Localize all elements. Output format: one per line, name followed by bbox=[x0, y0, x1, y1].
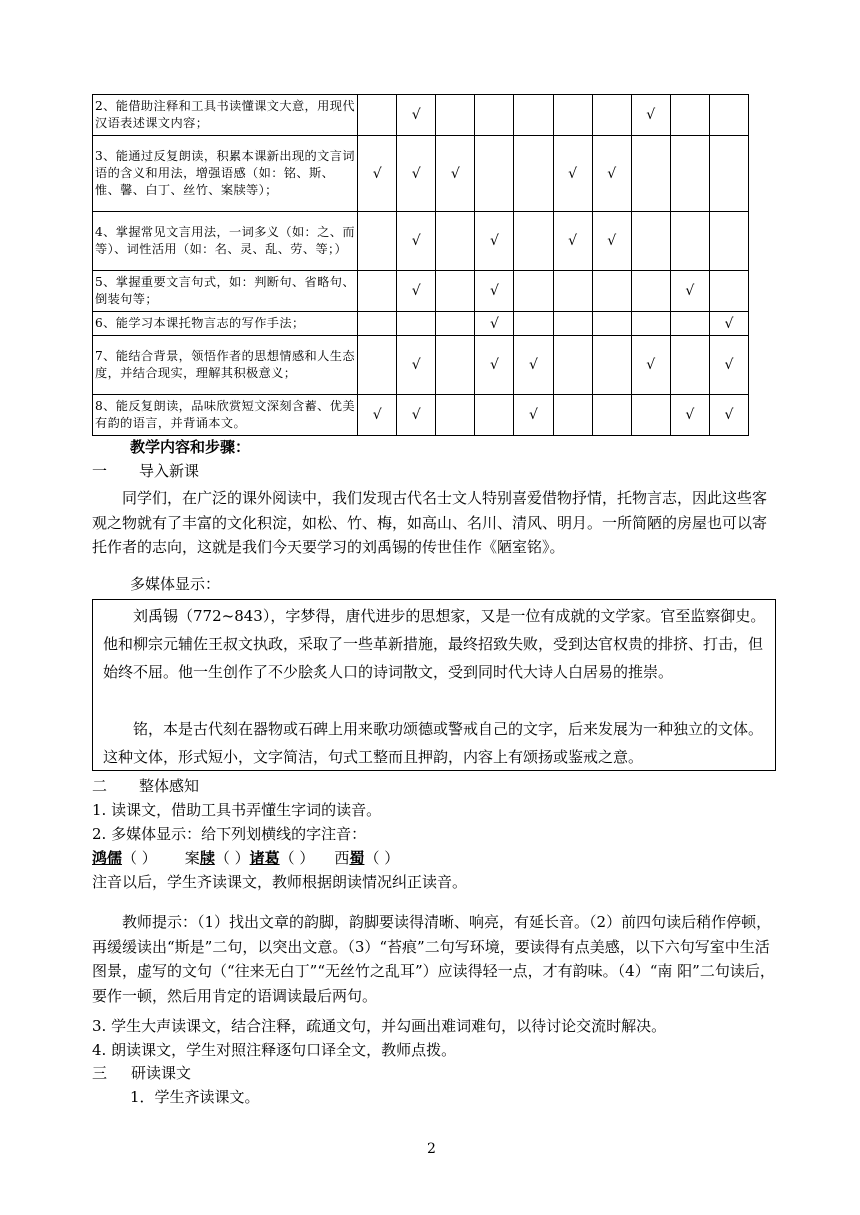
check-cell bbox=[475, 312, 514, 336]
objective-text: 8、能反复朗读，品味欣赏短文深刻含蓄、优美有韵的语言，并背诵本文。 bbox=[93, 395, 358, 436]
check-mark: √ bbox=[646, 107, 656, 123]
check-cell bbox=[436, 312, 475, 336]
check-cell bbox=[631, 95, 670, 136]
blank-4: （ ） bbox=[364, 849, 400, 867]
check-cell bbox=[709, 95, 748, 136]
objective-row bbox=[93, 95, 749, 136]
objectives-table bbox=[92, 94, 749, 436]
check-mark: √ bbox=[411, 283, 421, 299]
check-cell bbox=[670, 136, 709, 212]
check-cell bbox=[631, 312, 670, 336]
item-3: 3. 学生大声读课文，结合注释，疏通文句，并勾画出难词难句，以待讨论交流时解决。 bbox=[92, 1017, 667, 1035]
objective-text: 5、掌握重要文言句式，如：判断句、省略句、倒装句等； bbox=[93, 271, 358, 312]
check-cell bbox=[514, 312, 553, 336]
check-cell bbox=[709, 212, 748, 271]
check-cell bbox=[670, 212, 709, 271]
word-an: 案 bbox=[184, 849, 200, 867]
word-shu: 蜀 bbox=[349, 849, 365, 867]
check-cell bbox=[553, 312, 592, 336]
check-cell bbox=[592, 136, 631, 212]
check-mark: √ bbox=[411, 357, 421, 373]
check-mark: √ bbox=[372, 165, 382, 182]
check-cell bbox=[436, 271, 475, 312]
author-bio: 刘禹锡（772~843），字梦得，唐代进步的思想家，又是一位有成就的文学家。官至监察御史。他和柳宗元辅佐王叔文执政，采取了一些革新措施，最终招致失败，受到达官权贵的排挤、打击，但始终不屈。他一生创作了不少脍炙人口的诗词散文，受到同时代大诗人白居易的推崇。 bbox=[103, 607, 766, 681]
check-mark: √ bbox=[724, 357, 734, 373]
check-mark: √ bbox=[529, 357, 538, 373]
check-cell bbox=[397, 336, 436, 395]
phonetic-line bbox=[92, 847, 399, 868]
check-cell bbox=[709, 271, 748, 312]
section-3-number: 三 bbox=[92, 1064, 108, 1082]
check-mark: √ bbox=[411, 233, 421, 249]
section-2-number: 二 bbox=[92, 777, 108, 795]
item-4: 4. 朗读课文，学生对照注释逐句口译全文，教师点拨。 bbox=[92, 1041, 457, 1059]
teacher-tip: 教师提示：（1）找出文章的韵脚，韵脚要读得清晰、响亮，有延长音。（2）前四句读后稍作停顿，再缓缓读出“斯是”二句，以突出文意。（3）“苔痕”二句写环境，要读得有点美感，以下六句写室中生活图景，虚写的文句（“往来无白丁”“无丝竹之乱耳”）应读得轻一点，才有韵味。（4）“南 阳”二句读后，要作一顿，然后用肯定的语调读最后两句。 bbox=[92, 913, 775, 1005]
check-cell bbox=[436, 395, 475, 436]
check-cell bbox=[631, 395, 670, 436]
check-cell bbox=[592, 336, 631, 395]
word-du: 牍 bbox=[199, 849, 215, 867]
check-mark: √ bbox=[450, 165, 460, 182]
check-cell bbox=[553, 271, 592, 312]
check-cell bbox=[397, 136, 436, 212]
check-cell bbox=[670, 312, 709, 336]
check-cell bbox=[709, 136, 748, 212]
blank-2: （ ） bbox=[214, 849, 250, 867]
check-cell bbox=[358, 271, 397, 312]
check-cell bbox=[475, 271, 514, 312]
check-mark: √ bbox=[646, 357, 656, 373]
check-cell bbox=[709, 336, 748, 395]
media-box bbox=[92, 599, 776, 771]
check-cell bbox=[514, 271, 553, 312]
objective-row bbox=[93, 336, 749, 395]
check-cell bbox=[475, 395, 514, 436]
section-3-heading bbox=[92, 1062, 191, 1083]
item-1: 1. 读课文，借助工具书弄懂生字词的读音。 bbox=[92, 801, 382, 819]
check-mark: √ bbox=[411, 165, 421, 182]
check-cell bbox=[358, 212, 397, 271]
objective-row bbox=[93, 395, 749, 436]
check-cell bbox=[436, 95, 475, 136]
check-mark: √ bbox=[411, 407, 421, 423]
check-mark: √ bbox=[489, 357, 499, 373]
check-cell bbox=[397, 212, 436, 271]
check-mark: √ bbox=[411, 107, 421, 123]
check-cell bbox=[553, 95, 592, 136]
check-cell bbox=[553, 212, 592, 271]
check-mark: √ bbox=[489, 315, 499, 332]
check-cell bbox=[670, 395, 709, 436]
check-cell bbox=[631, 271, 670, 312]
check-mark: √ bbox=[685, 283, 695, 299]
steps-heading: 教学内容和步骤： bbox=[130, 438, 251, 456]
objective-text: 4、掌握常见文言用法，一词多义（如：之、而等）、词性活用（如：名、灵、乱、劳、等；） bbox=[93, 212, 358, 271]
check-mark: √ bbox=[607, 233, 617, 249]
check-cell bbox=[358, 312, 397, 336]
check-cell bbox=[475, 336, 514, 395]
check-cell bbox=[553, 136, 592, 212]
check-cell bbox=[358, 336, 397, 395]
check-cell bbox=[514, 95, 553, 136]
check-cell bbox=[592, 212, 631, 271]
intro-paragraph: 同学们，在广泛的课外阅读中，我们发现古代名士文人特别喜爱借物抒情，托物言志，因此这些客观之物就有了丰富的文化积淀，如松、竹、梅，如高山、名川、清风、明月。一所简陋的房屋也可以寄托作者的志向，这就是我们今天要学习的刘禹锡的传世佳作《陋室铭》。 bbox=[92, 489, 768, 556]
check-cell bbox=[397, 395, 436, 436]
check-cell bbox=[592, 95, 631, 136]
blank-3: （ ） bbox=[279, 849, 315, 867]
check-cell bbox=[475, 95, 514, 136]
word-zhuge: 诸葛 bbox=[249, 849, 280, 867]
check-mark: √ bbox=[489, 283, 499, 299]
check-cell bbox=[358, 95, 397, 136]
check-cell bbox=[358, 395, 397, 436]
word-xi: 西 bbox=[334, 849, 350, 867]
check-cell bbox=[631, 336, 670, 395]
check-cell bbox=[397, 95, 436, 136]
check-cell bbox=[631, 212, 670, 271]
check-cell bbox=[670, 95, 709, 136]
check-cell bbox=[475, 136, 514, 212]
check-cell bbox=[592, 271, 631, 312]
check-cell bbox=[397, 312, 436, 336]
check-cell bbox=[631, 136, 670, 212]
check-mark: √ bbox=[489, 233, 499, 249]
section-2-heading bbox=[92, 775, 199, 796]
check-cell bbox=[592, 312, 631, 336]
check-cell bbox=[514, 336, 553, 395]
after-phonetic: 注音以后，学生齐读课文，教师根据朗读情况纠正读音。 bbox=[92, 873, 468, 891]
check-cell bbox=[553, 395, 592, 436]
objective-row bbox=[93, 312, 749, 336]
blank-1: （ ） bbox=[122, 849, 157, 867]
objective-row bbox=[93, 212, 749, 271]
objective-text: 6、能学习本课托物言志的写作手法； bbox=[93, 312, 358, 336]
objective-text: 7、能结合背景，领悟作者的思想情感和人生态度，并结合现实，理解其积极意义； bbox=[93, 336, 358, 395]
check-cell bbox=[397, 271, 436, 312]
check-cell bbox=[514, 136, 553, 212]
item-2: 2. 多媒体显示：给下列划横线的字注音： bbox=[92, 825, 367, 843]
section-1-title: 导入新课 bbox=[139, 462, 200, 480]
word-hongru: 鸿儒 bbox=[92, 849, 123, 867]
check-cell bbox=[709, 395, 748, 436]
objective-row bbox=[93, 271, 749, 312]
check-cell bbox=[592, 395, 631, 436]
media-label: 多媒体显示： bbox=[130, 575, 221, 593]
section-1-number: 一 bbox=[92, 462, 108, 480]
check-cell bbox=[553, 336, 592, 395]
check-mark: √ bbox=[568, 233, 578, 249]
check-cell bbox=[514, 395, 553, 436]
check-cell bbox=[670, 271, 709, 312]
check-mark: √ bbox=[724, 315, 734, 332]
objective-row bbox=[93, 136, 749, 212]
check-cell bbox=[436, 212, 475, 271]
section-3-title: 研读课文 bbox=[131, 1064, 192, 1082]
check-cell bbox=[670, 336, 709, 395]
objective-text: 2、能借助注释和工具书读懂课文大意，用现代汉语表述课文内容； bbox=[93, 95, 358, 136]
section-1-heading bbox=[92, 460, 199, 481]
check-mark: √ bbox=[607, 165, 617, 182]
page-number: 2 bbox=[427, 1141, 436, 1157]
check-cell bbox=[475, 212, 514, 271]
check-cell bbox=[709, 312, 748, 336]
check-mark: √ bbox=[372, 407, 382, 423]
check-cell bbox=[436, 336, 475, 395]
check-mark: √ bbox=[529, 407, 538, 423]
section-2-title: 整体感知 bbox=[139, 777, 200, 795]
check-mark: √ bbox=[724, 407, 734, 423]
check-mark: √ bbox=[685, 407, 695, 423]
check-cell bbox=[436, 136, 475, 212]
objective-text: 3、能通过反复朗读，积累本课新出现的文言词语的含义和用法，增强语感（如：铭、斯、惟、馨、白丁、丝竹、案牍等）； bbox=[93, 136, 358, 212]
check-cell bbox=[358, 136, 397, 212]
sub-item-1: 1．学生齐读课文。 bbox=[130, 1088, 260, 1106]
ming-definition: 铭，本是古代刻在器物或石碑上用来歌功颂德或警戒自己的文字，后来发展为一种独立的文体。这种文体，形式短小，文字简洁，句式工整而且押韵，内容上有颂扬或鉴戒之意。 bbox=[103, 720, 764, 766]
check-mark: √ bbox=[568, 165, 578, 182]
check-cell bbox=[514, 212, 553, 271]
